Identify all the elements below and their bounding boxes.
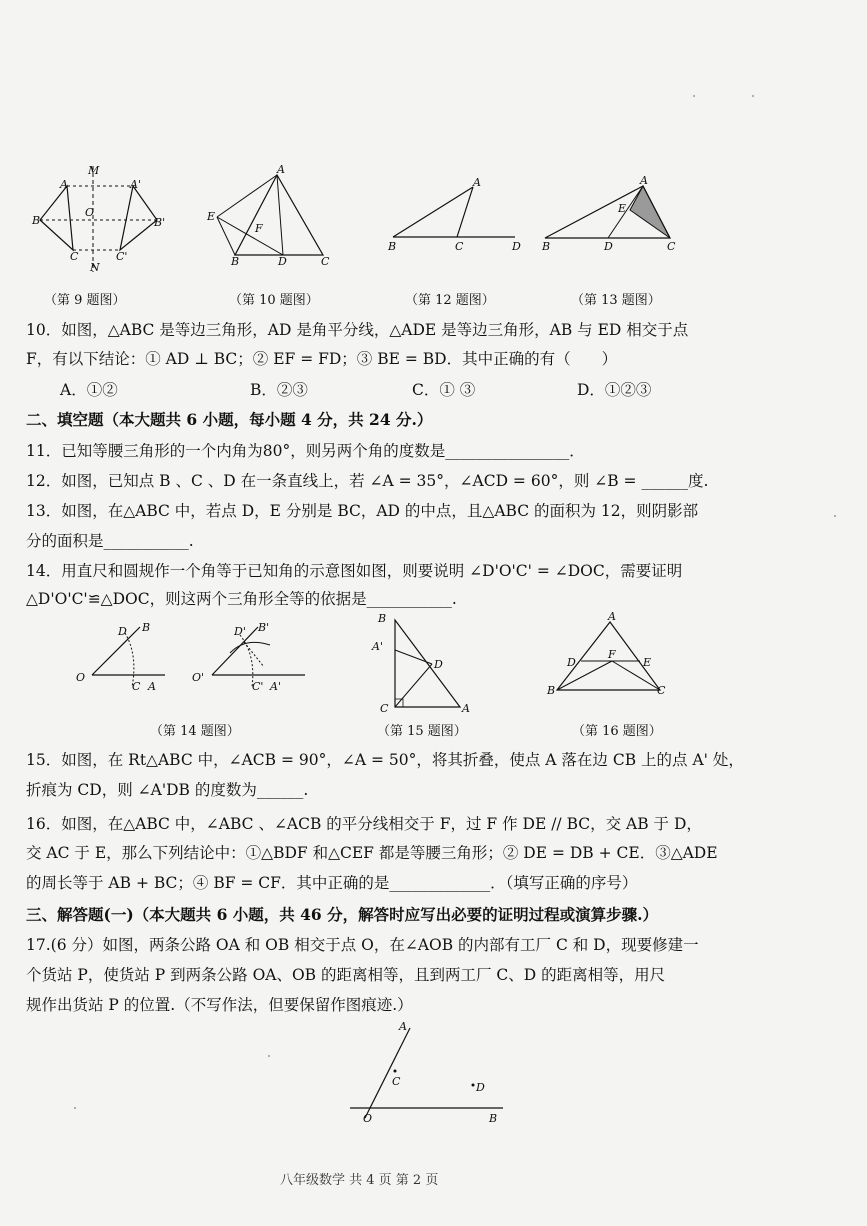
fig9-caption: （第 9 题图） [44,293,126,308]
fig15-label: B [378,612,387,625]
scan-speck [268,1055,270,1057]
figure-10 [205,165,340,270]
fig9-label: C' [116,250,128,263]
q13-line-2: 分的面积是___________. [26,532,194,550]
fig9-label: B [32,214,41,227]
q10-line-1: 10．如图，△ABC 是等边三角形，AD 是角平分线，△ADE 是等边三角形，AB 与 ED 相交于点 [26,321,689,339]
section-3-heading: 三、解答题(一)（本大题共 6 小题，共 46 分，解答时应写出必要的证明过程或演算步骤.） [26,905,659,924]
fig14-label: O' [192,671,205,684]
fig15-label: D [434,658,443,671]
fig10-label: E [207,210,216,223]
fig15-label: A' [372,640,383,653]
figure-15 [370,612,480,717]
q10-line-2: F，有以下结论：① AD ⊥ BC；② EF = FD；③ BE = BD．其中正确的有（ ） [26,350,618,368]
fig16-label: F [608,648,616,661]
fig14-label: B [142,621,151,634]
fig17-label: C [392,1075,401,1088]
figure-9 [30,160,180,275]
q10-option-c: C．① ③ [412,381,476,399]
fig9-label: B' [154,216,166,229]
q13-line-1: 13．如图，在△ABC 中，若点 D，E 分别是 BC，AD 的中点，且△ABC 的面积为 12，则阴影部 [26,502,699,520]
fig14-label: D' [234,625,246,638]
fig14-label: O [76,671,86,684]
figure-12 [385,172,525,262]
fig13-caption: （第 13 题图） [571,293,661,308]
fig15-label: C [380,702,389,715]
fig12-label: B [388,240,397,253]
figure-14 [70,615,330,710]
fig14-label: C [132,680,141,693]
q10-option-b: B．②③ [250,381,308,399]
q16-line-1: 16．如图，在△ABC 中，∠ABC 、∠ACB 的平分线相交于 F，过 F 作 DE // BC，交 AB 于 D， [26,815,702,833]
q15-line-2: 折痕为 CD，则 ∠A'DB 的度数为______. [26,781,309,799]
q17-line-1: 17.(6 分）如图，两条公路 OA 和 OB 相交于点 O，在∠AOB 的内部有工厂 C 和 D，现要修建一 [26,936,699,954]
fig13-label: E [618,202,627,215]
scan-speck [74,1107,76,1109]
fig12-caption: （第 12 题图） [405,293,495,308]
scan-speck [693,95,695,97]
fig10-label: F [255,222,263,235]
fig10-caption: （第 10 题图） [229,293,319,308]
figure-13 [540,172,680,262]
q17-line-2: 个货站 P，使货站 P 到两条公路 OA、OB 的距离相等，且到两工厂 C、D 的距离相等，用尺 [26,966,666,984]
fig10-label: C [321,255,330,268]
q15-line-1: 15．如图，在 Rt△ABC 中，∠ACB = 90°，∠A = 50°，将其折叠，使点 A 落在边 CB 上的点 A' 处， [26,751,744,769]
fig15-caption: （第 15 题图） [377,724,467,739]
fig14-label: A' [270,680,281,693]
fig16-label: A [608,610,616,623]
section-2-heading: 二、填空题（本大题共 6 小题，每小题 4 分，共 24 分.） [26,410,433,429]
fig16-label: B [547,684,556,697]
scan-speck [752,95,754,97]
q10-option-a: A．①② [60,381,118,399]
fig9-label: O [85,206,95,219]
q11-line: 11．已知等腰三角形的一个内角为80°，则另两个角的度数是________________． [26,442,585,460]
fig16-caption: （第 16 题图） [572,724,662,739]
fig9-label: N [90,261,100,274]
fig12-label: A [473,176,481,189]
fig9-label: A' [130,178,141,191]
q16-line-3: 的周长等于 AB + BC；④ BF = CF．其中正确的是_____________．（填写正确的序号） [26,874,638,892]
figure-16 [545,612,675,702]
q17-line-3: 规作出货站 P 的位置.（不写作法，但要保留作图痕迹.） [26,996,413,1014]
scan-speck [834,515,836,517]
fig12-label: C [455,240,464,253]
fig13-label: A [640,174,648,187]
fig13-label: D [604,240,613,253]
figure-17 [345,1018,510,1133]
q16-line-2: 交 AC 于 E，那么下列结论中：①△BDF 和△CEF 都是等腰三角形；② DE = DB + CE．③△ADE [26,844,718,862]
fig15-label: A [462,702,470,715]
fig9-label: C [70,250,79,263]
q14-line-2: △D'O'C'≌△DOC，则这两个三角形全等的依据是___________. [26,590,457,608]
fig14-label: B' [258,621,270,634]
fig17-label: O [363,1112,373,1125]
fig12-label: D [512,240,521,253]
fig13-label: C [667,240,676,253]
q10-option-d: D．①②③ [577,381,652,399]
fig17-label: B [489,1112,498,1125]
fig14-label: A [148,680,156,693]
page-footer: 八年级数学 共 4 页 第 2 页 [280,1173,439,1188]
fig16-label: C [657,684,666,697]
q14-line-1: 14．用直尺和圆规作一个角等于已知角的示意图如图，则要说明 ∠D'O'C' = ∠DOC，需要证明 [26,562,683,580]
fig14-label: C' [252,680,264,693]
fig14-caption: （第 14 题图） [150,724,240,739]
fig14-label: D [118,625,127,638]
fig9-label: M [88,164,100,177]
fig10-label: A [277,163,285,176]
fig13-label: B [542,240,551,253]
fig17-label: D [476,1081,485,1094]
q12-line: 12．如图，已知点 B 、C 、D 在一条直线上，若 ∠A = 35°，∠ACD = 60°，则 ∠B = ______度. [26,472,709,490]
fig10-label: B [231,255,240,268]
fig10-label: D [278,255,287,268]
fig17-label: A [399,1020,407,1033]
fig16-label: E [643,656,652,669]
fig9-label: A [60,178,68,191]
fig16-label: D [567,656,576,669]
